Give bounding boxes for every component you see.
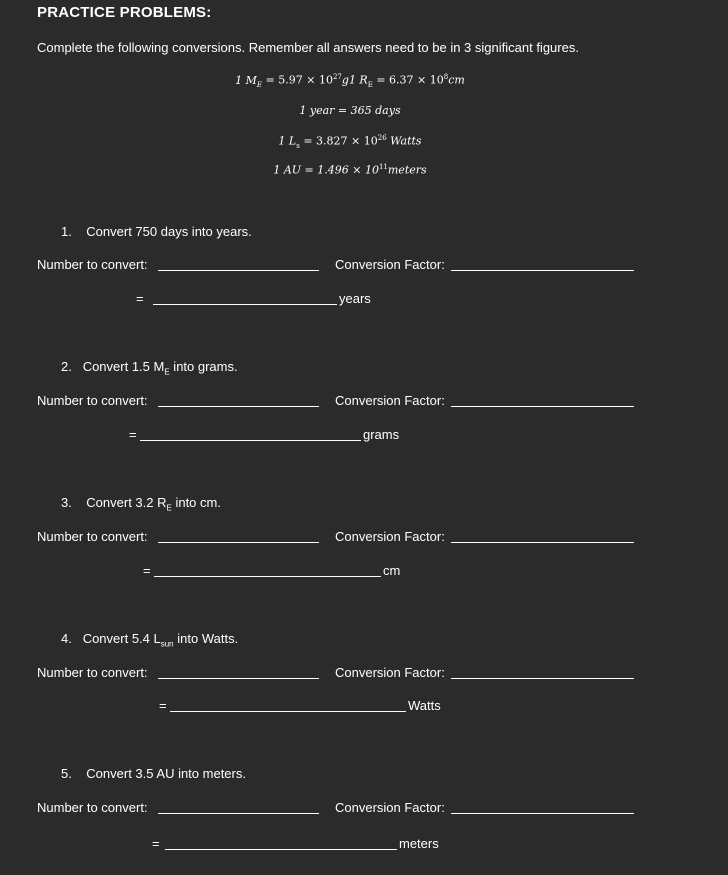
problem-5-answer-blank[interactable] xyxy=(165,849,397,850)
problem-5-number-blank[interactable] xyxy=(158,813,319,814)
problem-5-factor-label: Conversion Factor: xyxy=(335,800,445,815)
problem-1-number-label: Number to convert: xyxy=(37,257,148,272)
problem-4-number-label: Number to convert: xyxy=(37,665,148,680)
problem-3-factor-label: Conversion Factor: xyxy=(335,529,445,544)
problem-4-factor-label: Conversion Factor: xyxy=(335,665,445,680)
problem-2-question: 2. Convert 1.5 $M_E$ into grams. xyxy=(61,359,238,377)
problem-4-factor-blank[interactable] xyxy=(451,678,634,679)
problem-4-question: 4. Convert 5.4 $L_{sun}$ into Watts. xyxy=(61,631,239,649)
problem-4-number-blank[interactable] xyxy=(158,678,319,679)
problem-5-unit: meters xyxy=(399,836,439,851)
problem-3-number-label: Number to convert: xyxy=(37,529,148,544)
problem-2-unit: grams xyxy=(363,427,400,442)
problem-3-unit: cm xyxy=(383,563,401,578)
problem-1-answer-blank[interactable] xyxy=(153,304,337,305)
problem-2-number-label: Number to convert: xyxy=(37,393,148,408)
problem-4-unit: Watts xyxy=(408,698,441,713)
page-title: PRACTICE PROBLEMS: xyxy=(37,4,212,21)
problem-1-factor-blank[interactable] xyxy=(451,270,634,271)
instructions-text: Complete the following conversions. Remember all answers need to be in 3 significant figures. xyxy=(37,40,579,55)
problem-3-factor-blank[interactable] xyxy=(451,542,634,543)
problem-5-equals: = xyxy=(152,836,160,851)
problem-2-answer-blank[interactable] xyxy=(140,440,361,441)
problem-2-factor-blank[interactable] xyxy=(451,406,634,407)
problem-3-number-blank[interactable] xyxy=(158,542,319,543)
problem-1-equals: = xyxy=(136,291,144,306)
problem-1-question: 1. Convert 750 days into years. xyxy=(61,224,252,239)
problem-1-number-blank[interactable] xyxy=(158,270,319,271)
problem-4-equals: = xyxy=(159,698,167,713)
problem-2-equals: = xyxy=(129,427,137,442)
problem-3-answer-blank[interactable] xyxy=(154,576,381,577)
formula-year-days: 1 year = 365 days xyxy=(299,104,401,117)
problem-3-equals: = xyxy=(143,563,151,578)
problem-3-question: 3. Convert 3.2 $R_E$ into cm. xyxy=(61,495,221,513)
problem-2-factor-label: Conversion Factor: xyxy=(335,393,445,408)
problem-5-factor-blank[interactable] xyxy=(451,813,634,814)
formula-solar-luminosity: 1 $L_s = 3.827 \times 10^{26}$ Watts xyxy=(278,134,422,150)
problem-2-number-blank[interactable] xyxy=(158,406,319,407)
problem-4-answer-blank[interactable] xyxy=(170,711,406,712)
problem-5-question: 5. Convert 3.5 AU into meters. xyxy=(61,766,246,781)
problem-5-number-label: Number to convert: xyxy=(37,800,148,815)
formula-astronomical-unit: 1 AU = $1.496 \times 10^{11}meters$ xyxy=(273,163,427,177)
formula-earth-mass-radius: 1 $M_E = 5.97 \times 10^{27}g1$ $R_E = 6.37 \times 10^8cm$ xyxy=(235,73,465,89)
problem-1-factor-label: Conversion Factor: xyxy=(335,257,445,272)
problem-1-unit: years xyxy=(339,291,371,306)
